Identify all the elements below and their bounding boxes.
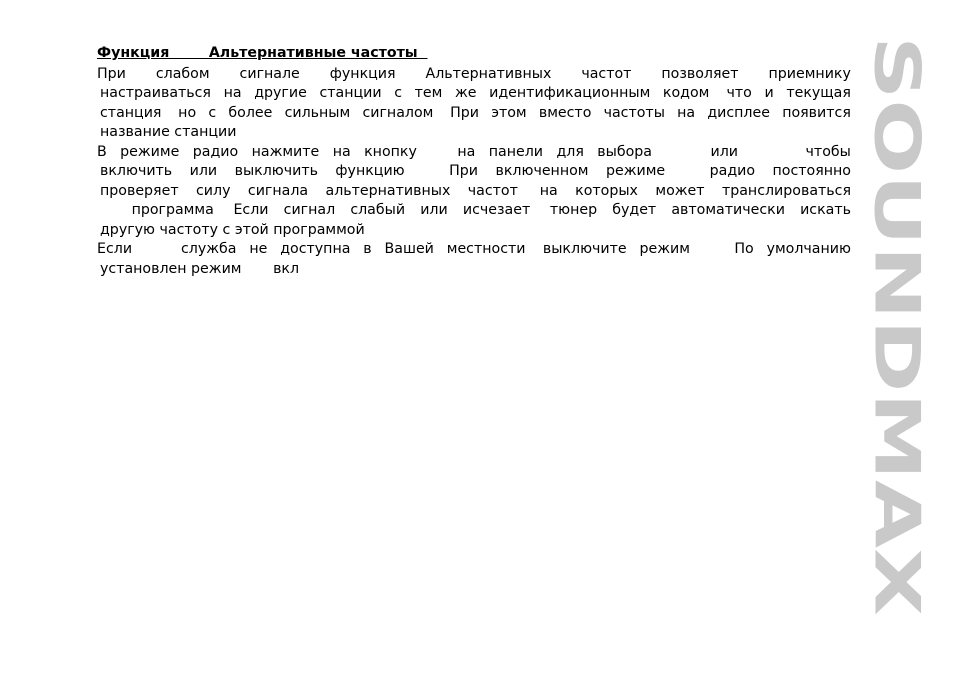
paragraph <box>97 240 851 279</box>
word: включить <box>100 163 173 179</box>
text-line <box>97 65 851 85</box>
text-line <box>97 104 851 124</box>
word: радио <box>192 143 239 160</box>
word: текущая <box>786 85 851 101</box>
word: тем <box>414 85 443 101</box>
word: альтернативных <box>325 182 451 199</box>
word: панели <box>488 143 544 160</box>
manual-page <box>97 44 851 279</box>
text-line <box>97 240 851 260</box>
text-line <box>97 143 851 163</box>
word: или <box>665 143 739 160</box>
word: функция <box>329 65 396 82</box>
word: на <box>223 85 242 101</box>
word: станция <box>100 104 162 121</box>
word: частоты <box>603 104 665 121</box>
word: В <box>97 143 107 160</box>
word: Если <box>228 202 269 218</box>
word: сигнале <box>239 65 300 82</box>
word: на <box>332 143 351 160</box>
word: Альтернативных <box>425 65 552 82</box>
word: настраиваться <box>100 85 211 101</box>
word: чтобы <box>751 143 851 160</box>
word: другие <box>254 85 307 101</box>
word: При <box>422 163 479 179</box>
word: искать <box>800 202 851 218</box>
word: слабый <box>350 202 406 218</box>
word: При <box>445 104 479 121</box>
word: служба <box>144 241 237 257</box>
word: идентификационным <box>489 85 651 101</box>
paragraph <box>97 143 851 241</box>
word: При <box>97 65 126 82</box>
word: программа <box>100 202 214 218</box>
word: постоянно <box>772 163 851 179</box>
text-line <box>97 182 851 202</box>
word: частот <box>467 182 518 199</box>
word: этом <box>491 104 527 121</box>
word: функцию <box>335 163 405 179</box>
word: умолчанию <box>766 241 851 257</box>
word: приемнику <box>768 65 851 82</box>
word: выбора <box>597 143 652 160</box>
word: частот <box>581 65 632 82</box>
word: в <box>363 241 372 257</box>
word: включенном <box>495 163 589 179</box>
word: автоматически <box>671 202 785 218</box>
word: режиме <box>120 143 180 160</box>
word: дисплее <box>707 104 770 121</box>
word: сигнал <box>283 202 336 218</box>
paragraph <box>97 65 851 143</box>
word: на <box>677 104 696 121</box>
word: исчезает <box>462 202 531 218</box>
word: которых <box>575 182 638 199</box>
word: позволяет <box>661 65 739 82</box>
word: выключить <box>234 163 318 179</box>
word: слабом <box>155 65 210 82</box>
word: режиме <box>605 163 666 179</box>
word: станции <box>319 85 382 101</box>
word: что <box>722 85 752 101</box>
word: нажмите <box>251 143 320 160</box>
word: на <box>535 182 558 199</box>
word: не <box>249 241 268 257</box>
word: на <box>430 143 476 160</box>
soundmax-logo <box>860 36 934 616</box>
word: проверяет <box>100 182 179 199</box>
word: другую частоту с этой программой <box>100 221 365 238</box>
section-heading: Функция Альтернативные частоты <box>97 45 428 61</box>
word: более <box>228 104 273 121</box>
word: режим <box>639 241 690 257</box>
text-line <box>97 221 851 241</box>
word: или <box>420 202 448 218</box>
text-line <box>97 123 851 143</box>
word: сигналом <box>362 104 434 121</box>
brand-wordmark: SOUNDMAX <box>860 36 934 445</box>
word: же <box>455 85 477 101</box>
word: кнопку <box>364 143 417 160</box>
word: но <box>173 104 197 121</box>
word: Вашей <box>384 241 434 257</box>
word: доступна <box>280 241 351 257</box>
word: появится <box>782 104 851 121</box>
word: местности <box>446 241 526 257</box>
text-line <box>97 201 851 221</box>
word: вместо <box>538 104 592 121</box>
word: По <box>702 241 754 257</box>
word: или <box>189 163 218 179</box>
soundmax-logo-graphic <box>860 36 934 616</box>
word: радио <box>682 163 756 179</box>
word: тюнер <box>545 202 598 218</box>
text-line <box>97 162 851 182</box>
text-line <box>97 260 851 280</box>
word: с <box>394 85 403 101</box>
word: может <box>655 182 705 199</box>
word: с <box>208 104 217 121</box>
word: и <box>764 85 774 101</box>
word: для <box>556 143 584 160</box>
word: сигнала <box>247 182 309 199</box>
word: Если <box>97 241 133 257</box>
word: сильным <box>284 104 351 121</box>
word: силу <box>196 182 231 199</box>
body-text <box>97 65 851 280</box>
word: будет <box>612 202 657 218</box>
word: выключите <box>538 241 627 257</box>
text-line <box>97 84 851 104</box>
word: кодом <box>662 85 710 101</box>
word: транслироваться <box>721 182 851 199</box>
word: название станции <box>100 124 237 140</box>
word: установлен режим вкл <box>100 260 300 277</box>
